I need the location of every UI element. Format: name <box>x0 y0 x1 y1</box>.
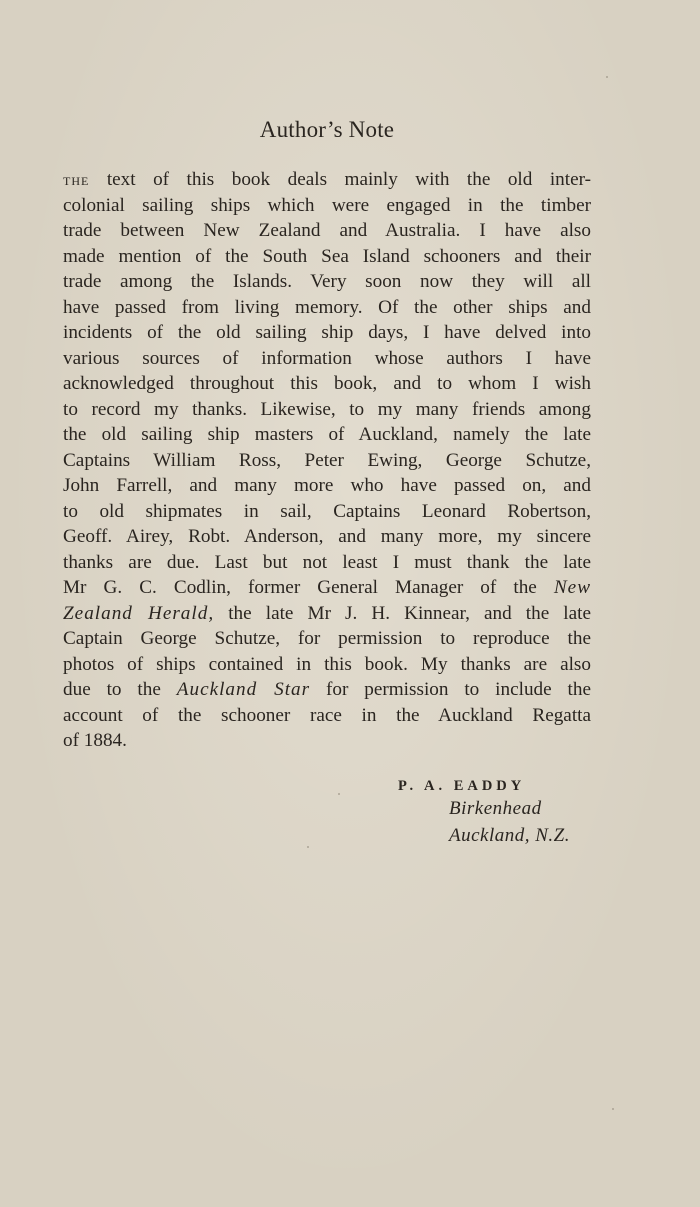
body-text-segment: to old shipmates in sail, Captains Leonard Robertson, <box>63 500 591 522</box>
body-line <box>63 193 591 219</box>
body-text-segment: the late Mr J. H. Kinnear, and the late <box>214 602 591 624</box>
body-text-segment: acknowledged throughout this book, and to whom I wish <box>63 373 591 394</box>
body-text-segment: Captains William Ross, Peter Ewing, George Schutze, <box>63 449 591 471</box>
body-text-segment: for permission to include the <box>310 679 591 700</box>
paper-speck <box>338 793 340 795</box>
body-line <box>63 703 591 729</box>
body-line <box>63 397 591 423</box>
body-line <box>63 575 591 601</box>
body-line <box>63 524 591 550</box>
italic-title-text: Auckland Star <box>176 679 311 700</box>
body-text-segment: account of the schooner race in the Auckland Regatta <box>63 704 591 726</box>
paper-speck <box>307 846 309 848</box>
body-text-segment: of 1884. <box>63 730 127 751</box>
body-text-segment: photos of ships contained in this book. My thanks are also <box>63 653 591 675</box>
body-line <box>63 218 591 244</box>
author-signature: P. A. EADDY <box>398 778 526 794</box>
body-text-segment: to record my thanks. Likewise, to my many friends among <box>63 398 591 420</box>
body-text-segment: thanks are due. Last but not least I must thank the late <box>63 551 591 573</box>
place-line-auckland: Auckland, N.Z. <box>449 825 570 846</box>
paper-speck <box>612 1108 614 1110</box>
body-line <box>63 269 591 295</box>
body-line <box>63 422 591 448</box>
body-text-segment: trade among the Islands. Very soon now they will all <box>63 271 591 292</box>
body-text-segment: colonial sailing ships which were engaged in the timber <box>63 194 591 216</box>
body-line <box>63 652 591 678</box>
body-text-segment: the old sailing ship masters of Auckland, namely the late <box>63 424 591 445</box>
body-line <box>63 448 591 474</box>
body-line <box>63 371 591 397</box>
body-text-segment: have passed from living memory. Of the other ships and <box>63 296 591 318</box>
body-text-segment: John Farrell, and many more who have passed on, and <box>63 475 591 496</box>
body-line <box>63 320 591 346</box>
italic-title-text: Zealand Herald, <box>63 602 215 624</box>
body-line <box>63 167 591 193</box>
body-line <box>63 677 591 703</box>
page-title: Author’s Note <box>259 117 395 142</box>
place-line-birkenhead: Birkenhead <box>449 798 542 819</box>
body-line <box>63 244 591 270</box>
body-line <box>63 728 591 754</box>
body-text-segment: text of this book deals mainly with the old inter- <box>89 169 591 190</box>
smallcaps-text: the <box>63 170 90 189</box>
body-line <box>63 473 591 499</box>
body-text-segment: Geoff. Airey, Robt. Anderson, and many more, my sincere <box>63 526 591 547</box>
body-text-segment: various sources of information whose authors I have <box>63 347 591 369</box>
body-text-segment: Mr G. C. Codlin, former General Manager of the <box>63 577 554 598</box>
body-line <box>63 346 591 372</box>
body-text-segment: due to the <box>63 679 177 700</box>
body-line <box>63 550 591 576</box>
body-text-segment: trade between New Zealand and Australia. I have also <box>63 220 591 241</box>
body-text-segment: made mention of the South Sea Island schooners and their <box>63 245 591 267</box>
author-note-body <box>63 167 591 754</box>
paper-speck <box>606 76 608 78</box>
body-line <box>63 626 591 652</box>
body-line <box>63 499 591 525</box>
italic-title-text: New <box>553 577 591 598</box>
body-text-segment: Captain George Schutze, for permission to reproduce the <box>63 628 591 649</box>
body-line <box>63 601 591 627</box>
body-line <box>63 295 591 321</box>
body-text-segment: incidents of the old sailing ship days, I have delved into <box>63 322 591 343</box>
